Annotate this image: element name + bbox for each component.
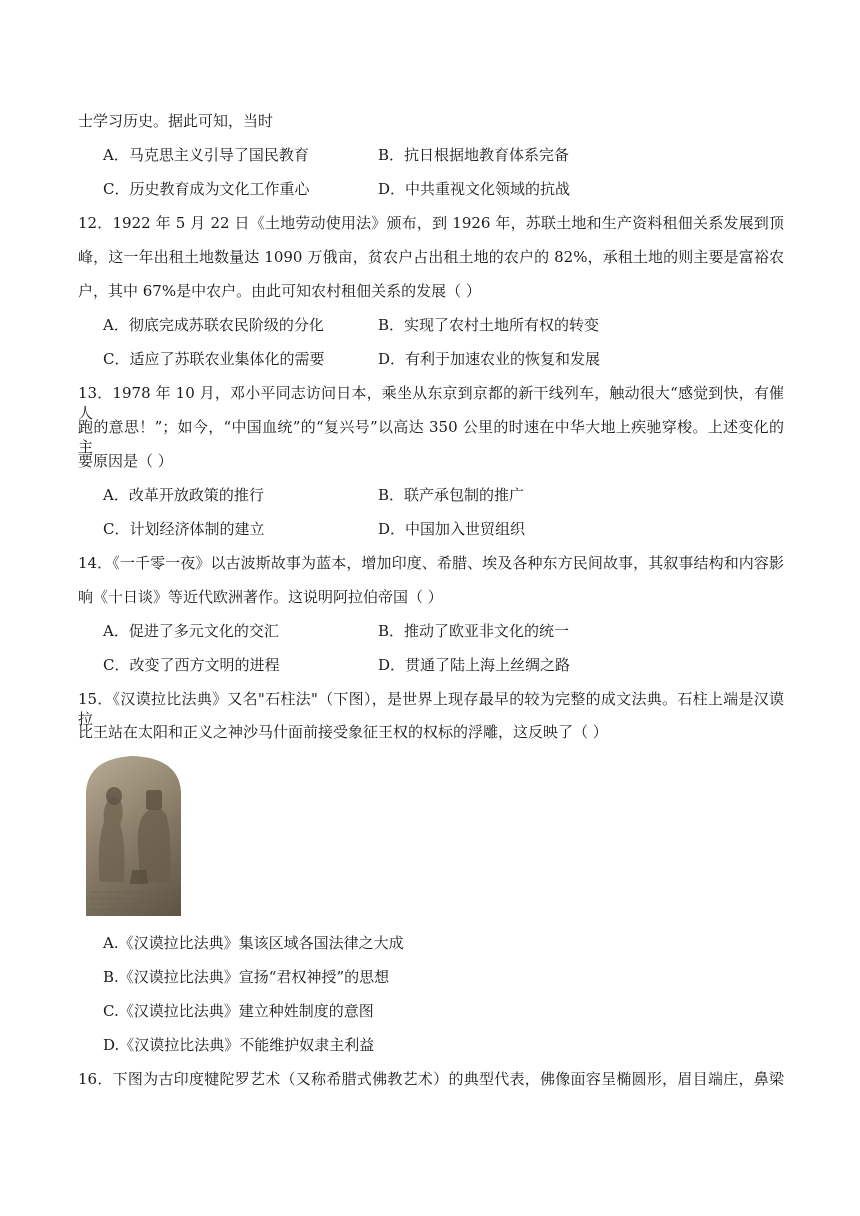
question-15-option-a[interactable]: A.《汉谟拉比法典》集该区域各国法律之大成 xyxy=(103,934,404,952)
question-13-option-d[interactable]: D．中国加入世贸组织 xyxy=(378,520,526,538)
question-13-option-b[interactable]: B．联产承包制的推广 xyxy=(378,486,525,504)
question-12-stem-line-2: 峰，这一年出租土地数量达 1090 万俄亩，贫农户占出租土地的农户的 82%，承租土地的则主要是富裕农 xyxy=(78,248,784,266)
question-11-option-d[interactable]: D．中共重视文化领域的抗战 xyxy=(378,180,571,198)
question-13-option-a[interactable]: A．改革开放政策的推行 xyxy=(103,486,264,504)
question-15-option-b[interactable]: B.《汉谟拉比法典》宣扬“君权神授”的思想 xyxy=(103,968,390,986)
question-12-stem-line-3: 户，其中 67%是中农户。由此可知农村租佃关系的发展（ ） xyxy=(78,282,481,300)
question-14-stem-line-2: 响《十日谈》等近代欧洲著作。这说明阿拉伯帝国（ ） xyxy=(78,588,443,606)
question-14-option-c[interactable]: C．改变了西方文明的进程 xyxy=(103,656,280,674)
question-12-option-a[interactable]: A．彻底完成苏联农民阶级的分化 xyxy=(103,316,324,334)
question-13-stem-line-2: 跑的意思！”；如今，“中国血统”的“复兴号”以高达 350 公里的时速在中华大地上疾驰穿梭。上述变化的主 xyxy=(78,418,784,456)
question-15-option-c[interactable]: C.《汉谟拉比法典》建立种姓制度的意图 xyxy=(103,1002,374,1020)
question-14-option-d[interactable]: D．贯通了陆上海上丝绸之路 xyxy=(378,656,571,674)
question-14-stem-line-1: 14．《一千零一夜》以古波斯故事为蓝本，增加印度、希腊、埃及各种东方民间故事，其叙事结构和内容影 xyxy=(78,554,784,572)
hammurabi-stele-image xyxy=(80,752,187,916)
question-13-option-c[interactable]: C．计划经济体制的建立 xyxy=(103,520,265,538)
question-14-option-b[interactable]: B．推动了欧亚非文化的统一 xyxy=(378,622,570,640)
question-12-option-b[interactable]: B．实现了农村土地所有权的转变 xyxy=(378,316,600,334)
question-11-option-c[interactable]: C．历史教育成为文化工作重心 xyxy=(103,180,310,198)
question-11-stem-tail: 士学习历史。据此可知，当时 xyxy=(78,112,274,130)
question-11-option-a[interactable]: A．马克思主义引导了国民教育 xyxy=(103,146,309,164)
question-15-stem-line-2: 比王站在太阳和正义之神沙马什面前接受象征王权的权标的浮雕，这反映了（ ） xyxy=(78,723,608,741)
question-14-option-a[interactable]: A．促进了多元文化的交汇 xyxy=(103,622,279,640)
question-15-option-d[interactable]: D.《汉谟拉比法典》不能维护奴隶主利益 xyxy=(103,1036,375,1054)
question-12-stem-line-1: 12．1922 年 5 月 22 日《土地劳动使用法》颁布，到 1926 年，苏联土地和生产资料租佃关系发展到顶 xyxy=(78,214,784,232)
question-11-option-b[interactable]: B．抗日根据地教育体系完备 xyxy=(378,146,570,164)
question-12-option-d[interactable]: D．有利于加速农业的恢复和发展 xyxy=(378,350,601,368)
question-16-stem-line-1: 16．下图为古印度犍陀罗艺术（又称希腊式佛教艺术）的典型代表，佛像面容呈椭圆形，眉目端庄，鼻梁 xyxy=(78,1070,784,1088)
question-12-option-c[interactable]: C．适应了苏联农业集体化的需要 xyxy=(103,350,325,368)
question-13-stem-line-1: 13．1978 年 10 月，邓小平同志访问日本，乘坐从东京到京都的新干线列车，触动很大“感觉到快，有催人 xyxy=(78,384,784,422)
question-15-stem-line-1: 15．《汉谟拉比法典》又名"石柱法"（下图），是世界上现存最早的较为完整的成文法典。石柱上端是汉谟拉 xyxy=(78,690,784,728)
question-13-stem-line-3: 要原因是（ ） xyxy=(78,452,173,470)
